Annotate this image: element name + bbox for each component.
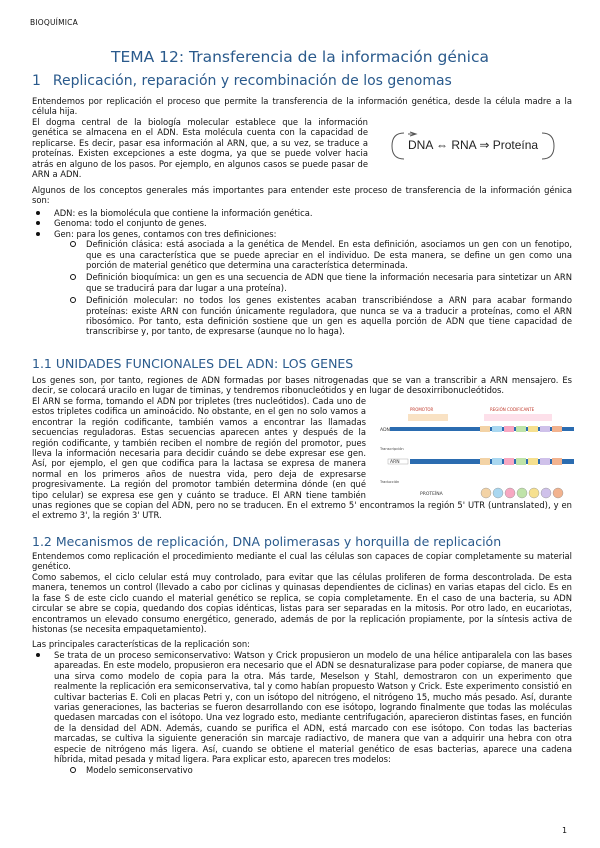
- arn-codon-segment: [552, 458, 562, 465]
- amino-acid-bead: [529, 488, 539, 498]
- list-item: [32, 208, 572, 218]
- adn-codon-segment: [528, 426, 538, 432]
- coding-box: [484, 414, 552, 421]
- list-item: [32, 272, 572, 293]
- section-1-number: 1: [32, 73, 41, 89]
- dogma-paragraph: El dogma central de la biología molecular establece que la información genética se almacena en el ADN. Esta molécula cuenta con la capacidad de replicarse. Es decir, pasar esa información al ARN, que, a su vez, se traduce a proteínas. Existen excepciones a este dogma, ya que se puede volver hacia atrás en alguno de los pasos. Por ejemplo, en algunos casos se puede pasar de ARN a ADN.: [32, 117, 368, 180]
- page-title: TEMA 12: Transferencia de la información génica: [110, 48, 490, 66]
- replication-paragraph-2: Como sabemos, el ciclo celular está muy controlado, para evitar que las células proliferen de forma descontrolada. De esta manera, tenemos un control (llevado a cabo por ciclinas y quinasas dependientes de ciclinas) en varias etapas del ciclo. Es en la fase S de este ciclo cuando el material genético se replica, se copia completamente. En el caso de una bacteria, su ADN circular se abre se copia, quedando dos copias idénticas, listas para ser separadas en la mitosis. Por otro lado, en eucariotas, encontramos un elevado consumo energético, generado, además de por la replicación propiamente, por la síntesis activa de histonas (se necesita empaquetamiento).: [32, 572, 572, 635]
- list-item: [32, 295, 572, 337]
- bullet-icon: [36, 211, 40, 215]
- amino-acid-bead: [541, 488, 551, 498]
- page-number: 1: [562, 826, 568, 835]
- protein-beads: [481, 488, 563, 498]
- section-1-2-heading: 1.2 Mecanismos de replicación, DNA polimerasas y horquilla de replicación: [32, 534, 502, 549]
- circle-bullet-icon: [70, 274, 76, 280]
- bullet-icon: [36, 653, 40, 657]
- adn-codon-segment: [492, 426, 502, 432]
- bullet-icon: [36, 221, 40, 225]
- concepts-list: [32, 208, 572, 337]
- list-item-text: ADN: es la biomolécula que contiene la información genética.: [54, 208, 313, 218]
- circle-bullet-icon: [70, 297, 76, 303]
- coding-region-label: REGIÓN CODIFICANTE: [490, 407, 535, 412]
- arn-codon-segment: [492, 458, 502, 465]
- list-item-text: Modelo semiconservativo: [86, 765, 193, 776]
- promoter-label: PROMOTOR: [410, 407, 434, 412]
- concepts-intro: Algunos de los conceptos generales más importantes para entender este proceso de transferencia de la información génica son:: [32, 185, 572, 206]
- amino-acid-bead: [493, 488, 503, 498]
- list-item: [32, 239, 572, 270]
- list-item: [32, 218, 572, 228]
- section-1-title: Replicación, reparación y recombinación de los genomas: [52, 73, 452, 89]
- arn-codon-segment: [516, 458, 526, 465]
- amino-acid-bead: [517, 488, 527, 498]
- arn-codon-segment: [528, 458, 538, 465]
- amino-acid-bead: [481, 488, 491, 498]
- adn-codon-segment: [480, 426, 490, 432]
- list-item-text: Gen: para los genes, contamos con tres definiciones:: [54, 228, 277, 239]
- list-item: [32, 765, 572, 775]
- circle-bullet-icon: [70, 767, 76, 773]
- bullet-icon: [36, 232, 40, 236]
- arn-codon-segment: [504, 458, 514, 465]
- list-item-text: Definición molecular: no todos los genes existentes acaban transcribiéndose a ARN para acabar formando proteínas: existe ARN con función únicamente reguladora, que nunca se va a traducir a proteínas, como el ARN ribosómico. Por tanto, esta definición sostiene que un gen es aquella porción de ADN que tiene capacidad de transcribirse y, por tanto, de expresarse (aunque no lo haga).: [86, 295, 572, 337]
- promoter-box: [408, 414, 448, 421]
- gene-structure-figure: [380, 405, 576, 511]
- genes-paragraph-2-text: El ARN se forma, tomando el ADN por tripletes (tres nucleótidos). Cada uno de estos tripletes codifica un aminoácido. No obstante, en el gen no solo vamos a encontrar la región codificante, también vamos a encontrar las llamadas secuencias reguladoras. Estas secuencias aparecen antes y después de la región codificante, y también reciben el nombre de región del promotor, pues lleva la información necesaria para decidir cuándo se debe expresar ese gen. Así, por ejemplo, el gen que codifica para la lactasa se expresa de manera normal en los primeros años de nuestra vida, pero deja de expresarse progresivamente. La región del promotor también determina dónde (en qué tipo celular) se expresa ese gen y cuánto se traduce. El ARN tiene también unas regiones que se copian del ADN, pero no se traducen. En el extremo 5' encontramos la región 5' UTR (untranslated), y en el extremo 3', la región 3' UTR.: [32, 396, 572, 521]
- amino-acid-bead: [505, 488, 515, 498]
- list-item-text: Genoma: todo el conjunto de genes.: [54, 218, 207, 229]
- replication-paragraph-3: Las principales características de la replicación son:: [32, 639, 250, 649]
- dogma-figure: [390, 131, 556, 161]
- protein-label: PROTEÍNA: [420, 492, 443, 497]
- list-item-text: Se trata de un proceso semiconservativo: Watson y Crick propusieron un modelo de una hélice antiparalela con las bases apareadas. En este modelo, propusieron era necesario que el ADN se desnaturalizase para poder copiarse, de manera que una sirva como modelo de copia para la otra. Más tarde, Meselson y Stahl, demostraron con un experimento que realmente la replicación era semiconservativa, tal y como habían propuesto Watson y Crick. Este experimento consistió en cultivar bacterias E. Coli en placas Petri y, con un isótopo del nitrógeno, el nitrógeno 15, mucho más pesado. Así, durante varias generaciones, las bacterias se fueron desarrollando con ese isótopo, logrando finalmente que todas las moléculas quedasen marcadas con el isótopo. Una vez logrado esto, mediante centrifugación, aparecieron distintas fases, en función de la densidad del ADN. Además, cuando se purifica el ADN, está marcado con ese isótopo. Con todas las bacterias marcadas, se cultiva la siguiente generación sin marcaje radiactivo, de manera que van a adquirir una hebra con otra especie de nitrógeno más ligera. Así, cuando se obtiene el material genético de esas bacterias, aparece una cadena híbrida, mitad pesada y mitad ligera. Para explicar esto, aparecen tres modelos:: [54, 650, 572, 765]
- translation-label: Traducción: [380, 480, 400, 484]
- list-item-text: Definición bioquímica: un gen es una secuencia de ADN que tiene la información necesaria para sintetizar un ARN que se traducirá para dar lugar a una proteína).: [86, 272, 572, 293]
- adn-codon-segment: [516, 426, 526, 432]
- intro-paragraph: Entendemos por replicación el proceso que permite la transferencia de la información genética, desde la célula madre a la célula hija.: [32, 96, 572, 117]
- page-header: BIOQUÍMICA: [30, 18, 78, 27]
- arn-label: ARN: [390, 460, 400, 465]
- adn-codon-segment: [540, 426, 550, 432]
- arn-codon-segment: [480, 458, 490, 465]
- amino-acid-bead: [553, 488, 563, 498]
- list-item: [32, 229, 572, 239]
- arn-codon-segment: [540, 458, 550, 465]
- arn-segments: [480, 458, 562, 465]
- adn-label: ADN: [380, 428, 390, 433]
- adn-codon-segment: [552, 426, 562, 432]
- list-item-text: Definición clásica: está asociada a la genética de Mendel. En esta definición, asociamos un gen con un fenotipo, que es una característica que se puede apreciar en el individuo. De esta manera, se define un gen como una porción de material genético que determina una característica determinada.: [86, 239, 572, 271]
- adn-segments: [480, 426, 562, 432]
- replication-list: [32, 650, 572, 776]
- list-item: [32, 650, 572, 764]
- replication-paragraph-1: Entendemos como replicación el procedimiento mediante el cual las células son capaces de copiar completamente su material genético.: [32, 551, 572, 572]
- section-1-heading: [32, 73, 452, 89]
- circle-bullet-icon: [70, 241, 76, 247]
- genes-paragraph-1: Los genes son, por tanto, regiones de ADN formadas por bases nitrogenadas que se van a transcribir a ARN mensajero. Es decir, se colocará uracilo en lugar de timinas, y tendremos ribonucleótidos y en lugar de desoxirribonucleótidos.: [32, 375, 572, 396]
- adn-codon-segment: [504, 426, 514, 432]
- transcription-label: Transcripción: [380, 447, 404, 451]
- section-1-1-heading: 1.1 UNIDADES FUNCIONALES DEL ADN: LOS GENES: [32, 356, 354, 371]
- dogma-text: DNA ⇔ RNA ⇒ Proteína: [408, 138, 539, 152]
- gene-diagram: [380, 405, 576, 511]
